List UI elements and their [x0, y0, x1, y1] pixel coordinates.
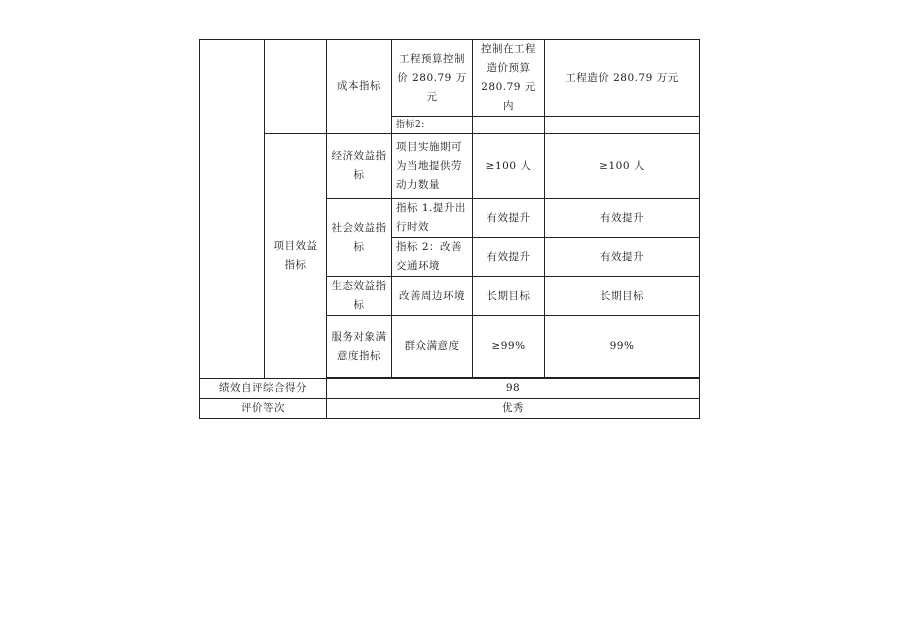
- social-actual1-cell: 有效提升: [545, 199, 700, 238]
- satisfaction-actual-cell: 99%: [545, 316, 700, 378]
- empty-cell: [473, 117, 545, 134]
- ecological-indicator-cell: 改善周边环境: [392, 277, 473, 316]
- empty-level1-cell: [200, 40, 265, 379]
- social-indicator1-cell: 指标 1.提升出行时效: [392, 199, 473, 238]
- cost-indicator2-cell: 指标2:: [392, 117, 473, 134]
- social-actual2-cell: 有效提升: [545, 238, 700, 277]
- economic-category-cell: 经济效益指标: [327, 134, 392, 199]
- table-row: [200, 379, 700, 399]
- economic-indicator-cell: 项目实施期可为当地提供劳动力数量: [392, 134, 473, 199]
- cost-target-cell: 控制在工程造价预算 280.79 元内: [473, 40, 545, 117]
- satisfaction-category-cell: 服务对象满意度指标: [327, 316, 392, 378]
- ecological-actual-cell: 长期目标: [545, 277, 700, 316]
- economic-target-cell: ≥100 人: [473, 134, 545, 199]
- social-indicator2-cell: 指标 2：改善交通环境: [392, 238, 473, 277]
- table-row: [200, 40, 700, 117]
- social-target2-cell: 有效提升: [473, 238, 545, 277]
- empty-cell: [545, 117, 700, 134]
- cost-category-cell: 成本指标: [327, 40, 392, 134]
- social-category-cell: 社会效益指标: [327, 199, 392, 277]
- grade-label-cell: 评价等次: [200, 399, 327, 419]
- table-row: [200, 399, 700, 419]
- table-row: [200, 134, 700, 199]
- benefit-group-cell: 项目效益指标: [265, 134, 327, 379]
- satisfaction-target-cell: ≥99%: [473, 316, 545, 378]
- grade-value-cell: 优秀: [327, 399, 700, 419]
- cost-actual-cell: 工程造价 280.79 万元: [545, 40, 700, 117]
- social-target1-cell: 有效提升: [473, 199, 545, 238]
- ecological-target-cell: 长期目标: [473, 277, 545, 316]
- performance-table: [199, 39, 700, 419]
- ecological-category-cell: 生态效益指标: [327, 277, 392, 316]
- score-value-cell: 98: [327, 379, 700, 399]
- cost-indicator-cell: 工程预算控制价 280.79 万元: [392, 40, 473, 117]
- satisfaction-indicator-cell: 群众满意度: [392, 316, 473, 378]
- empty-level2-cell: [265, 40, 327, 134]
- score-label-cell: 绩效自评综合得分: [200, 379, 327, 399]
- economic-actual-cell: ≥100 人: [545, 134, 700, 199]
